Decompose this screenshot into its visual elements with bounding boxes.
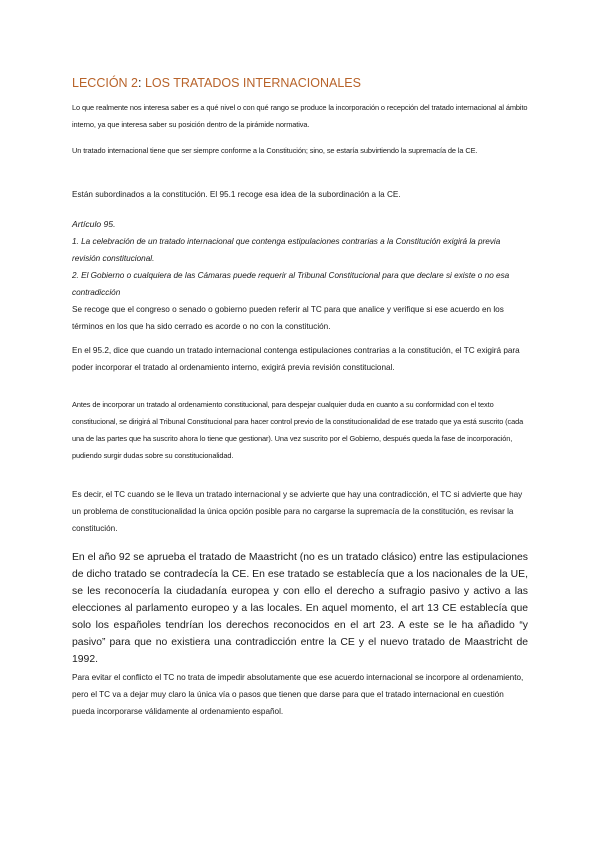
paragraph-9: Para evitar el conflicto el TC no trata de impedir absolutamente que ese acuerdo internacional se incorpore al ordenamiento, pero el TC va a dejar muy claro la única vía o pasos que tienen que darse para que el tratado internacional en cuestión pueda incorporarse válidamente al ordenamiento español. [72,673,524,716]
article-clause-2: 2. El Gobierno o cualquiera de las Cámaras puede requerir al Tribunal Constitucional para que declare si existe o no esa contradicción [72,271,510,297]
paragraph-5: En el 95.2, dice que cuando un tratado internacional contenga estipulaciones contrarias a la constitución, el TC exigirá para poder incorporar el tratado al ordenamiento interno, exigirá previa revisión constitucional. [72,346,520,372]
article-95-block [72,216,528,335]
paragraph-2: Un tratado internacional tiene que ser siempre conforme a la Constitución; sino, se estaría subvirtiendo la supremacía de la CE. [72,146,478,155]
paragraph-8: En el año 92 se aprueba el tratado de Maastricht (no es un tratado clásico) entre las estipulaciones de dicho tratado se contradecía la CE. En ese tratado se establecía que a los nacionales de la UE, se les reconocería la ciudadanía europea y con ello el derecho a sufragio pasivo y activo a las elecciones al parlamento europeo y a las locales. En aquel momento, el art 13 CE establecía que solo los españoles tendrían los derechos reconocidos en el art 23. A este se le ha añadido “y pasivo” para que no existiera una contradicción entre la CE y el nuevo tratado de Maastricht de 1992. [72,552,528,665]
title-prefix: LECCIÓN 2 [72,76,138,90]
article-title: Artículo 95. [72,219,116,229]
paragraph-3: Están subordinados a la constitución. El 95.1 recoge esa idea de la subordinación a la CE. [72,190,401,199]
page-title [72,76,361,90]
article-clause-1: 1. La celebración de un tratado internacional que contenga estipulaciones contrarias a la Constitución exigirá la previa revisión constitucional. [72,237,501,263]
paragraph-7: Es decir, el TC cuando se le lleva un tratado internacional y se advierte que hay una contradicción, el TC si advierte que hay un problema de constitucionalidad la única opción posible para no cargarse la supremacía de la constitución, es revisar la constitución. [72,490,523,533]
paragraph-4: Se recoge que el congreso o senado o gobierno pueden referir al TC para que analice y verifique si ese acuerdo en los términos en los que ha sido cerrado es acorde o no con la constitución. [72,305,504,331]
title-colon: : [138,76,142,90]
paragraph-6: Antes de incorporar un tratado al ordenamiento constitucional, para despejar cualquier duda en cuanto a su conformidad con el texto constitucional, se dirigirá al Tribunal Constitucional para hacer control previo de la constitucionalidad de ese tratado que ya está suscrito (cada una de las partes que ha suscrito ahora lo tiene que gestionar). Una vez suscrito por el Gobierno, después queda la fase de incorporación, pudiendo surgir dudas sobre su constitucionalidad. [72,400,524,460]
title-main: LOS TRATADOS INTERNACIONALES [141,76,361,90]
paragraph-1: Lo que realmente nos interesa saber es a qué nivel o con qué rango se produce la incorporación o recepción del tratado internacional al ámbito interno, ya que interesa saber su posición dentro de la pirámide normativa. [72,103,528,129]
